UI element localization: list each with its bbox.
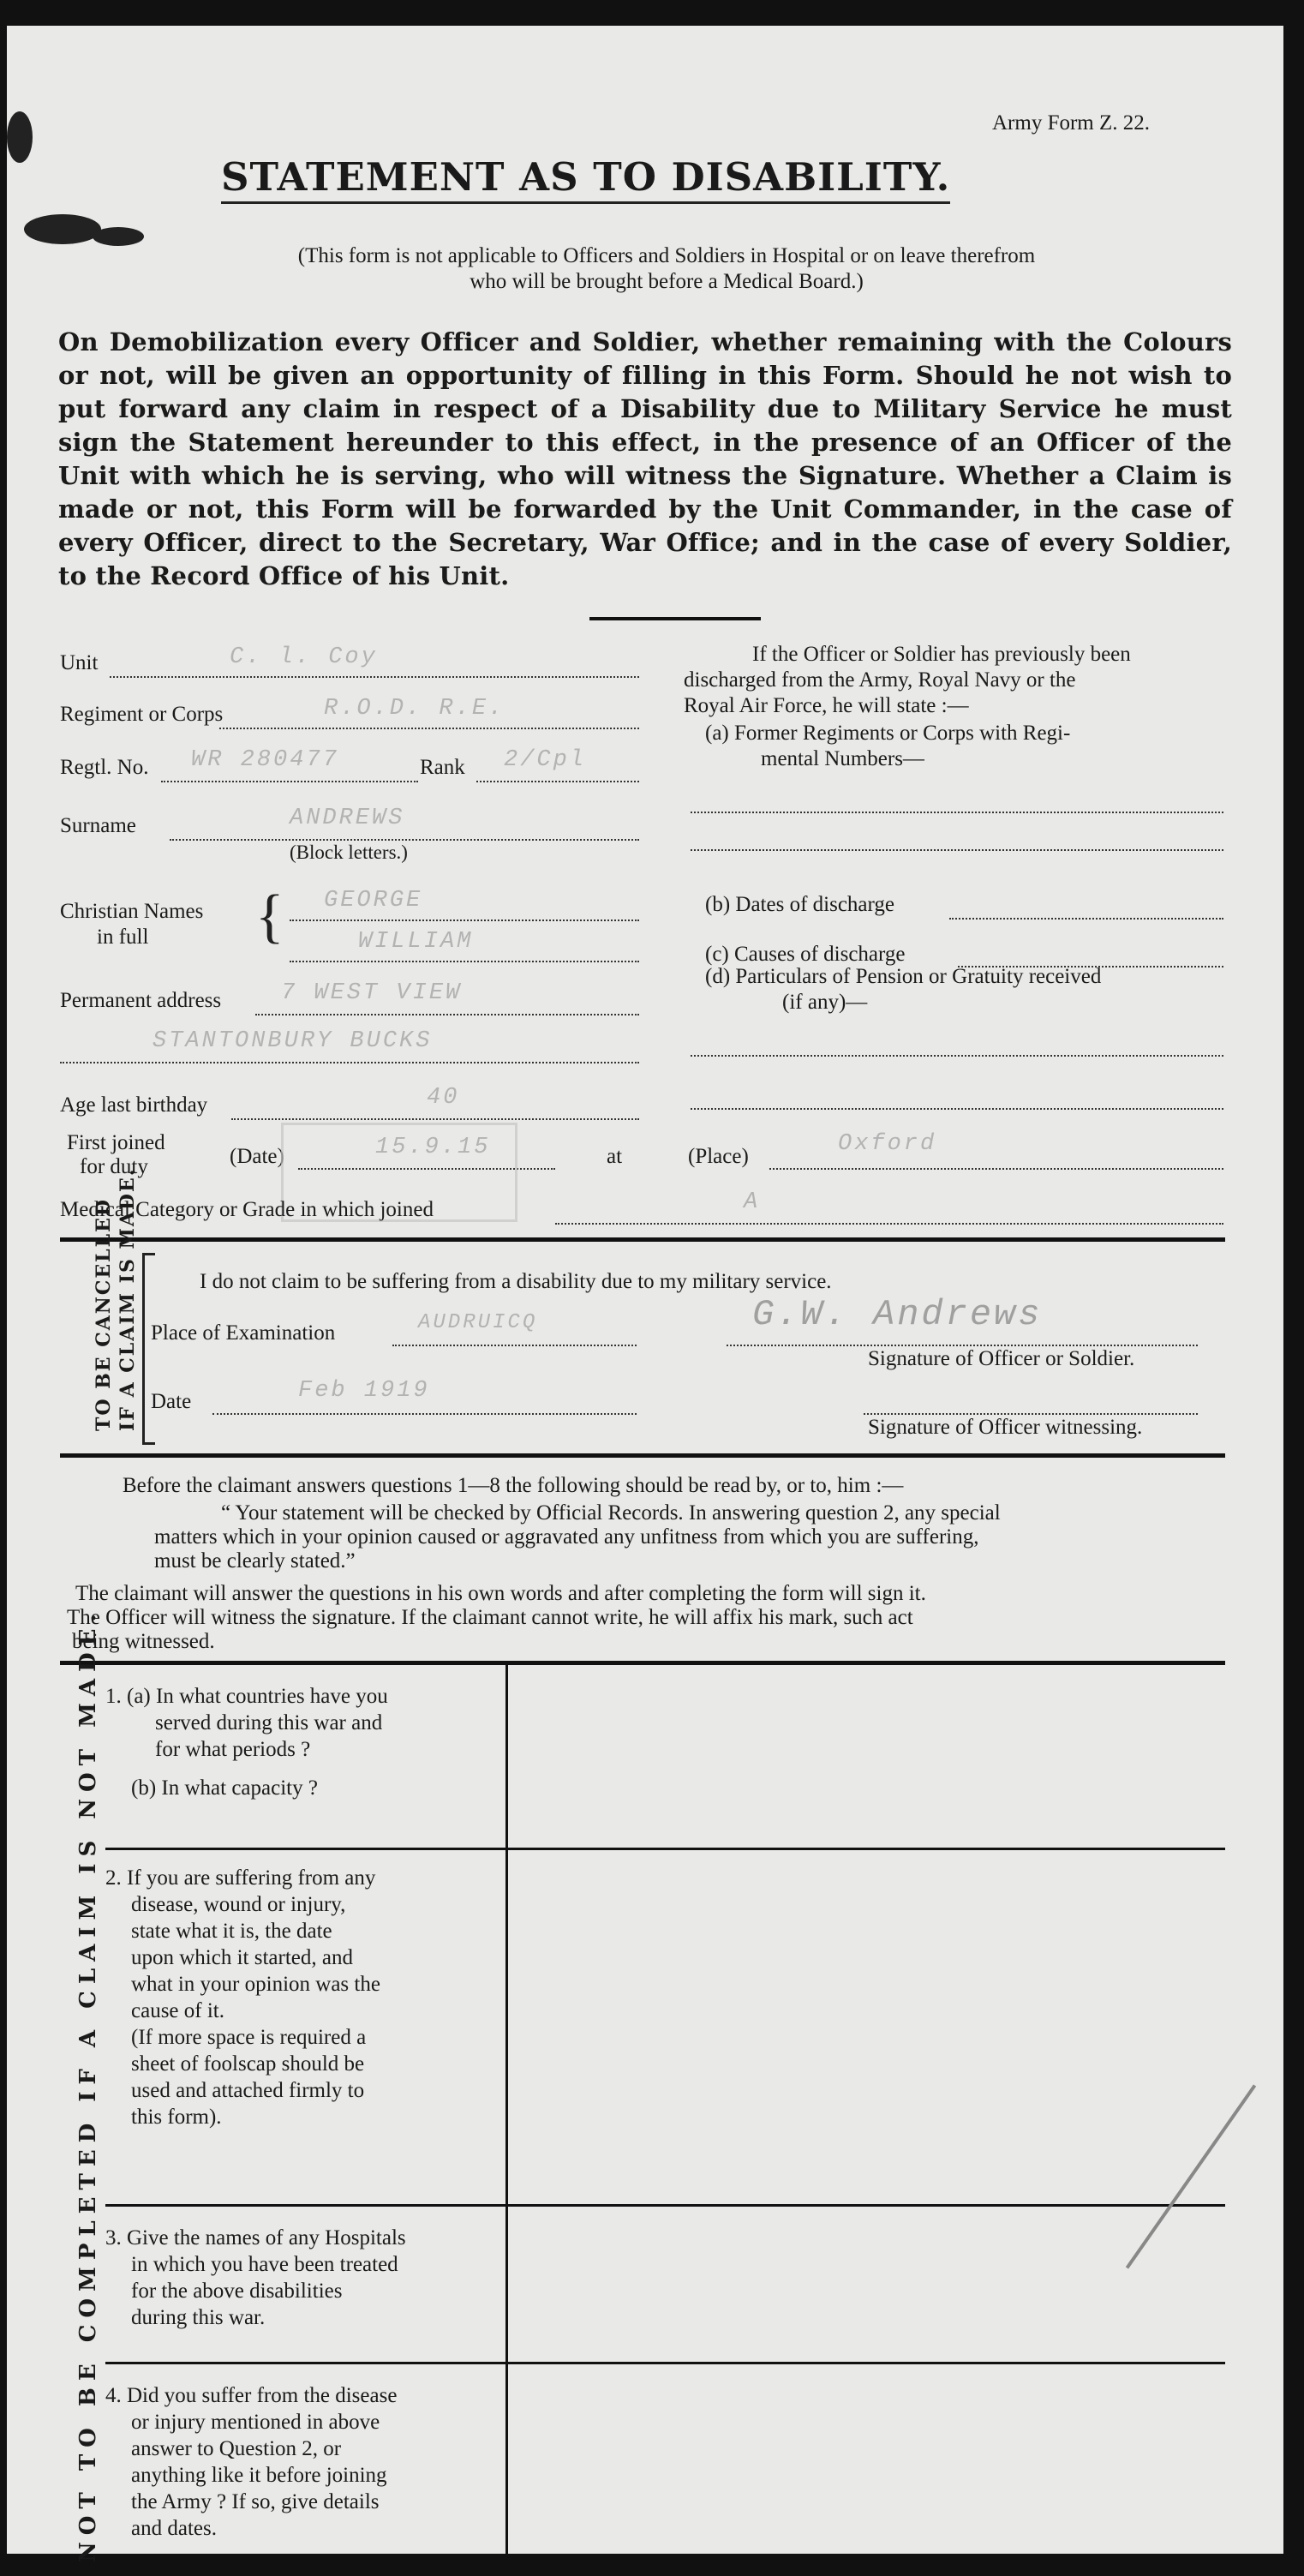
place-of-examination-line [392,1344,637,1346]
signature-line [727,1344,1198,1346]
age-line [231,1117,639,1120]
instruction-quote: must be clearly stated.” [154,1549,356,1573]
question-line: for what periods ? [155,1738,311,1761]
address-label: Permanent address [60,989,222,1012]
regtl-no-value[interactable]: WR 280477 [191,747,339,773]
address-value[interactable]: STANTONBURY BUCKS [153,1028,433,1054]
table-row-rule [105,2204,1225,2207]
answer-3[interactable] [512,2211,1223,2357]
unit-value[interactable]: C. l. Coy [230,644,378,670]
regtl-no-line [161,780,418,782]
surname-value[interactable]: ANDREWS [290,806,405,831]
section-divider [60,1237,1225,1242]
christian-name-line [290,919,639,921]
question-1 [105,1683,495,1801]
question-line: during this war. [131,2306,266,2329]
question-line: 1. (a) In what countries have you [105,1685,388,1708]
ink-blot [24,214,101,244]
ink-blot [7,111,33,163]
question-line: upon which it started, and [131,1946,353,1969]
signature-label: Signature of Officer or Soldier. [868,1347,1135,1370]
question-line: what in your opinion was the [131,1973,380,1996]
brace-icon: { [255,884,284,950]
cancel-bracket [142,1253,155,1445]
question-line: state what it is, the date [131,1920,332,1943]
rank-line [476,780,639,782]
age-label: Age last birthday [60,1093,208,1117]
place-of-examination-label: Place of Examination [151,1321,336,1345]
no-claim-statement: I do not claim to be suffering from a disability due to my military service. [200,1270,832,1293]
exam-date-label: Date [151,1390,192,1413]
witness-label: Signature of Officer witnessing. [868,1416,1143,1439]
question-line: (b) In what capacity ? [131,1776,318,1800]
first-joined-label: First joined [67,1131,165,1154]
page-title: STATEMENT AS TO DISABILITY. [221,154,950,204]
subtitle [195,243,1138,295]
form-sheet [7,26,1283,2562]
question-line: 2. If you are suffering from any [105,1866,376,1890]
question-2 [105,1865,499,2130]
christian-names-label: Christian Names [60,900,204,923]
cancel-side-label: TO BE CANCELLED [93,1198,115,1431]
question-line: in which you have been treated [131,2253,398,2276]
exam-date-line [212,1412,637,1415]
medical-category-value[interactable]: A [744,1189,761,1215]
regiment-label: Regiment or Corps [60,703,224,726]
joined-date-value[interactable]: 15.9.15 [375,1135,491,1160]
instruction-para: The claimant will answer the questions in his own words and after completing the form will sign it. [75,1582,926,1605]
surname-line [170,838,639,841]
first-joined-label-sub: for duty [80,1155,148,1178]
pension-label: (d) Particulars of Pension or Gratuity received [705,965,1102,988]
dates-of-discharge-line [949,917,1223,920]
signature-value[interactable]: G.W. Andrews [752,1294,1043,1335]
joined-at-label: at [607,1145,623,1168]
answer-1[interactable] [512,1671,1223,1842]
instruction-quote: “ Your statement will be checked by Official Records. In answering question 2, any special [221,1501,1001,1525]
table-column-divider [505,1664,508,2555]
christian-name-line [290,960,639,962]
discharge-intro: discharged from the Army, Royal Navy or the [684,668,1076,692]
unit-line [110,675,639,678]
cancel-side-label: IF A CLAIM IS MADE. [117,1167,139,1431]
dates-of-discharge-label: (b) Dates of discharge [705,893,894,916]
regiment-line [219,727,639,729]
question-line: answer to Question 2, or [131,2437,342,2460]
age-value[interactable]: 40 [427,1085,460,1111]
discharge-intro: If the Officer or Soldier has previously been [752,643,1131,666]
pension-label-sub: (if any)— [782,991,868,1014]
joined-place-label: (Place) [688,1145,749,1168]
address-line [60,1061,639,1063]
joined-date-label: (Date) [230,1145,284,1168]
block-letters-note: (Block letters.) [290,842,408,863]
question-line: used and attached firmly to [131,2079,365,2102]
address-value[interactable]: 7 WEST VIEW [281,980,463,1006]
intro-paragraph [58,326,1232,593]
question-line: (If more space is required a [131,2026,367,2049]
divider [589,617,761,620]
joined-place-line [769,1167,1223,1170]
causes-of-discharge-label: (c) Causes of discharge [705,943,906,966]
intro-text: On Demobilization every Officer and Soldier, whether remaining with the Colours or not, will be given an opportunity of filling in this Form. Should he not wish to put forward any claim in respect of a Disability due to Military Service he must sign the Statement hereunder to this effect, in the presence of an Officer of the Unit with which he is serving, who will witness the Signature. Whether a Claim is made or not, this Form will be forwarded by the Unit Commander, in the case of every Officer, direct to the Secretary, War Office; and in the case of every Soldier, to the Record Office of his Unit. [58,327,1232,590]
christian-name-value[interactable]: WILLIAM [358,929,474,955]
christian-names-label-sub: in full [97,926,149,949]
former-regiments-label-sub: mental Numbers— [761,747,924,770]
subtitle-line: (This form is not applicable to Officers and Soldiers in Hospital or on leave therefrom [297,244,1036,267]
answer-2[interactable] [512,1854,1223,2197]
form-number: Army Form Z. 22. [992,111,1151,135]
question-line: 3. Give the names of any Hospitals [105,2226,406,2250]
medical-category-label: Medical Category or Grade in which joined [60,1198,434,1221]
unit-label: Unit [60,651,99,674]
rank-label: Rank [420,756,465,779]
pension-line [691,1054,1223,1057]
instruction-para: being witnessed. [72,1630,215,1653]
discharge-intro: Royal Air Force, he will state :— [684,694,969,717]
question-line: cause of it. [131,1999,224,2022]
pension-line [691,1107,1223,1110]
table-top-rule [60,1661,1225,1665]
medical-category-line [555,1222,1223,1225]
exam-date-value[interactable]: Feb 1919 [298,1378,430,1404]
question-line: served during this war and [155,1711,383,1734]
question-4 [105,2382,499,2542]
instruction-quote: matters which in your opinion caused or aggravated any unfitness from which you are suffering, [154,1525,979,1549]
instruction-line: Before the claimant answers questions 1—8 the following should be read by, or to, him :— [123,1474,904,1497]
subtitle-line: who will be brought before a Medical Board.) [470,270,864,293]
regiment-value[interactable]: R.O.D. R.E. [324,696,505,722]
address-line [255,1013,639,1015]
instruction-para: The Officer will witness the signature. If the claimant cannot write, he will affix his mark, such act [67,1606,913,1629]
regtl-no-label: Regtl. No. [60,756,149,779]
question-line: 4. Did you suffer from the disease [105,2384,398,2407]
question-line: this form). [131,2106,222,2129]
surname-label: Surname [60,814,136,837]
answer-4[interactable] [512,2369,1223,2549]
ink-blot [93,227,144,246]
question-3 [105,2225,499,2331]
witness-line [864,1412,1198,1415]
question-line: the Army ? If so, give details [131,2490,380,2513]
question-line: and dates. [131,2517,217,2540]
table-row-rule [105,1848,1225,1850]
christian-name-value[interactable]: GEORGE [324,888,423,914]
question-line: for the above disabilities [131,2279,343,2303]
table-row-rule [105,2362,1225,2364]
former-regiments-label: (a) Former Regiments or Corps with Regi- [705,722,1071,745]
questions-side-label: NOT TO BE COMPLETED IF A CLAIM IS NOT MADE. [75,1607,101,2562]
former-regiments-line [691,848,1223,851]
joined-place-value[interactable]: Oxford [838,1131,937,1157]
question-line: disease, wound or injury, [131,1893,346,1916]
section-divider [60,1453,1225,1458]
rank-value[interactable]: 2/Cpl [504,747,587,773]
former-regiments-line [691,811,1223,813]
question-line: or injury mentioned in above [131,2411,380,2434]
question-line: anything like it before joining [131,2464,387,2487]
question-line: sheet of foolscap should be [131,2052,365,2076]
place-of-examination-value[interactable]: AUDRUICQ [418,1311,538,1334]
